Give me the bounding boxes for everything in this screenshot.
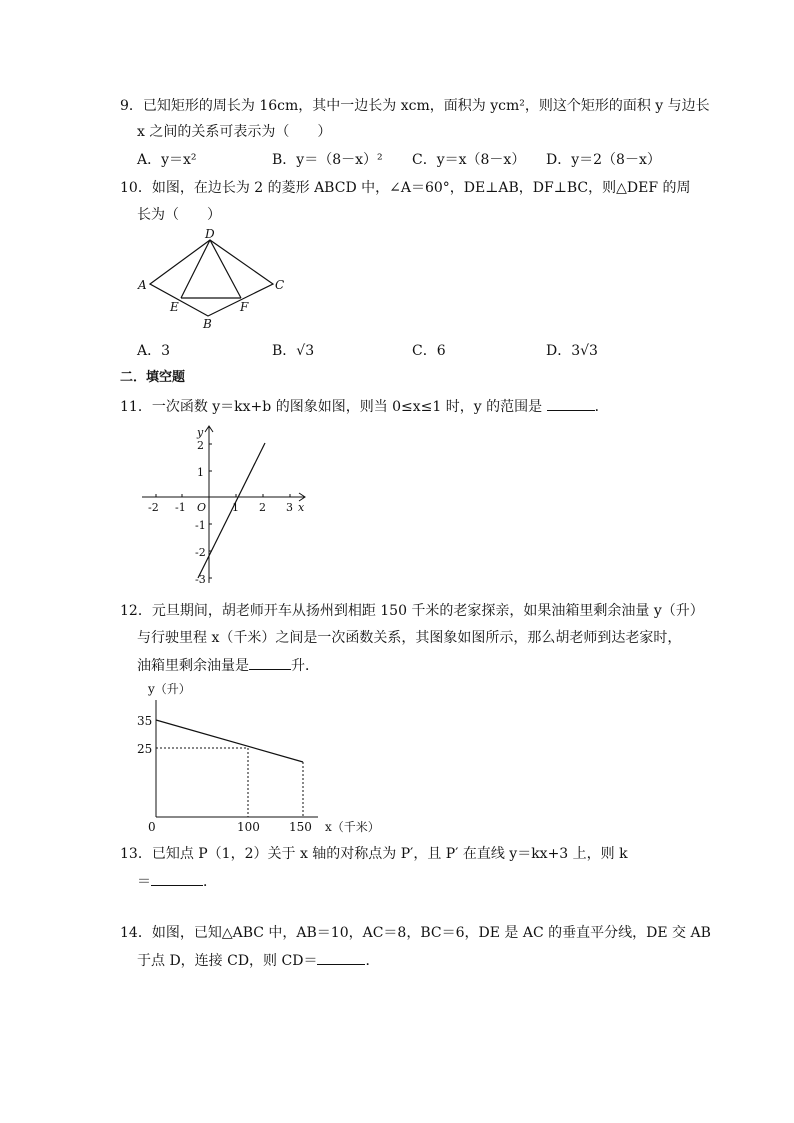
q13-answer-blank[interactable] bbox=[151, 871, 203, 886]
q13-text-end: ． bbox=[203, 874, 217, 890]
y-tick-label: -1 bbox=[195, 519, 206, 532]
q10-option-d: D．3√3 bbox=[546, 343, 598, 359]
q14-answer-blank[interactable] bbox=[317, 950, 365, 965]
q12-text-line2: 与行驶里程 x（千米）之间是一次函数关系，其图象如图所示，那么胡老师到达老家时， bbox=[137, 630, 682, 646]
q10-option-a: A．3 bbox=[137, 343, 171, 359]
section-heading: 二．填空题 bbox=[120, 370, 186, 385]
q14-text-line2 bbox=[137, 950, 379, 971]
x-tick-label: 2 bbox=[259, 501, 266, 514]
q11-text: 11．一次函数 y＝kx+b 的图象如图，则当 0≤x≤1 时，y 的范围是 bbox=[120, 399, 543, 415]
origin-label: O bbox=[197, 501, 207, 514]
q13-text-line1: 13．已知点 P（1，2）关于 x 轴的对称点为 P′，且 P′ 在直线 y＝kx+3 上，则 k bbox=[120, 846, 628, 862]
label-c: C bbox=[275, 278, 285, 292]
chart-y-tick-35: 35 bbox=[137, 714, 153, 728]
dashed-guide-100 bbox=[156, 748, 248, 817]
q10-option-c: C．6 bbox=[412, 343, 446, 359]
chart-y-tick-25: 25 bbox=[137, 742, 153, 756]
x-tick-label: -2 bbox=[148, 501, 159, 514]
y-tick-label: 2 bbox=[197, 439, 204, 452]
q10-text-line1: 10．如图，在边长为 2 的菱形 ABCD 中，∠A＝60°，DE⊥AB，DF⊥BC，则△DEF 的周 bbox=[120, 180, 691, 196]
label-a: A bbox=[138, 278, 147, 292]
q13-text-line2 bbox=[137, 871, 217, 892]
y-tick-label: -2 bbox=[195, 546, 206, 559]
q9-option-c: C．y＝x（8－x） bbox=[412, 152, 526, 168]
y-axis-label: y bbox=[197, 426, 204, 439]
q11-text-end: ． bbox=[594, 399, 609, 415]
x-tick-label: 1 bbox=[232, 501, 239, 514]
q9-text-line1: 9．已知矩形的周长为 16cm，其中一边长为 xcm，面积为 ycm²，则这个矩形的面积 y 与边长 bbox=[120, 98, 710, 114]
q13-text: ＝ bbox=[137, 874, 151, 890]
fuel-line bbox=[156, 720, 303, 762]
x-tick-label: -1 bbox=[175, 501, 186, 514]
q10-option-b: B．√3 bbox=[272, 343, 315, 359]
q14-text-line1: 14．如图，已知△ABC 中，AB＝10，AC＝8，BC＝6，DE 是 AC 的垂直平分线，DE 交 AB bbox=[120, 925, 711, 941]
y-tick-label: 1 bbox=[197, 466, 204, 479]
q9-option-d: D．y＝2（8－x） bbox=[546, 152, 661, 168]
chart-y-axis-label: y（升） bbox=[148, 682, 191, 696]
q12-text: 油箱里剩余油量是 bbox=[137, 658, 249, 674]
label-b: B bbox=[203, 317, 212, 331]
chart-x-axis-label: x（千米） bbox=[325, 820, 380, 834]
label-e: E bbox=[170, 300, 179, 314]
chart-origin-label: 0 bbox=[148, 820, 156, 834]
q9-option-a: A．y＝x² bbox=[137, 152, 197, 168]
q10-text-line2: 长为（ ） bbox=[137, 207, 221, 223]
q12-text-end: 升． bbox=[291, 658, 319, 674]
q9-text-line2: x 之间的关系可表示为（ ） bbox=[137, 124, 332, 140]
q12-text-line1: 12．元旦期间，胡老师开车从扬州到相距 150 千米的老家探亲，如果油箱里剩余油量 y（升） bbox=[120, 603, 704, 619]
x-tick-label: 3 bbox=[286, 501, 293, 514]
y-tick-label: -3 bbox=[195, 573, 206, 586]
chart-x-tick-100: 100 bbox=[237, 820, 260, 834]
label-f: F bbox=[240, 300, 249, 314]
chart-x-tick-150: 150 bbox=[289, 820, 312, 834]
q14-text: 于点 D，连接 CD，则 CD＝ bbox=[137, 953, 318, 969]
q14-text-end: ． bbox=[365, 953, 380, 969]
x-axis-label: x bbox=[298, 501, 305, 514]
label-d: D bbox=[205, 227, 215, 241]
q9-option-b: B．y＝（8－x）² bbox=[272, 152, 383, 168]
